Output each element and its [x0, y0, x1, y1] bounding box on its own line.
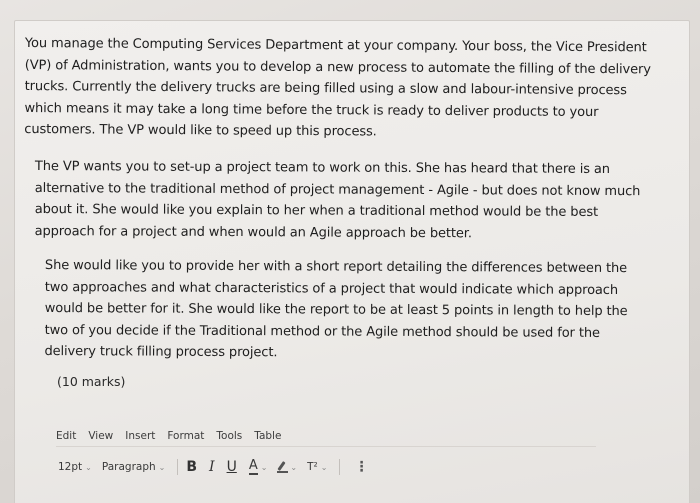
menu-table[interactable]: Table	[254, 430, 282, 442]
highlighter-icon	[277, 461, 287, 473]
font-size-value: 12pt	[58, 461, 83, 473]
menu-format[interactable]: Format	[167, 430, 205, 442]
chevron-down-icon: ⌄	[320, 462, 328, 472]
question-paragraph-3: She would like you to provide her with a short report detailing the differences between the two approaches and what characteristics of a project that would indicate which approach would be better for it. She would like the report to be at least 5 points in length to help the two of you decide if the Traditional method or the Agile method should be used for the delivery truck filling process project.	[44, 257, 628, 361]
editor-toolbar	[58, 455, 418, 479]
editor-divider	[56, 446, 596, 447]
chevron-down-icon: ⌄	[85, 462, 92, 472]
question-paragraph-2: The VP wants you to set-up a project team to work on this. She has heard that there is an alternative to the traditional method of project management - Agile - but does not know much about it. She would like you explain to her when a traditional method would be the best approach for a project and when would an Agile approach be better.	[34, 158, 641, 242]
menu-edit[interactable]: Edit	[56, 430, 77, 442]
question-paragraph-1: You manage the Computing Services Department at your company. Your boss, the Vice President (VP) of Administration, wants you to develop a new process to automate the filling of the delivery trucks. Currently the delivery trucks are being filled using a slow and labour-intensive process which means it may take a long time before the truck is ready to deliver products to your customers. The VP would like to speed up this process.	[24, 35, 651, 140]
toolbar-separator	[177, 459, 178, 475]
marks-label: (10 marks)	[57, 374, 126, 389]
chevron-down-icon: ⌄	[290, 462, 298, 472]
menu-view[interactable]: View	[88, 430, 114, 442]
highlight-button[interactable]	[277, 461, 297, 473]
editor-menubar	[56, 430, 281, 442]
block-format-value: Paragraph	[101, 461, 156, 473]
superscript-icon: T²	[307, 461, 318, 473]
more-options-icon[interactable]: ⋮	[354, 459, 369, 475]
toolbar-separator	[339, 459, 340, 475]
bold-button[interactable]: B	[186, 459, 198, 475]
menu-insert[interactable]: Insert	[125, 430, 156, 442]
text-color-icon: A	[248, 458, 258, 473]
text-color-button[interactable]	[249, 459, 268, 475]
underline-button[interactable]: U	[226, 459, 237, 475]
chevron-down-icon: ⌄	[158, 462, 166, 472]
chevron-down-icon: ⌄	[260, 462, 268, 472]
superscript-button[interactable]	[307, 461, 327, 473]
menu-tools[interactable]: Tools	[216, 430, 243, 442]
block-format-select[interactable]	[102, 461, 166, 473]
font-size-select[interactable]	[58, 461, 92, 473]
italic-button[interactable]: I	[209, 459, 215, 475]
